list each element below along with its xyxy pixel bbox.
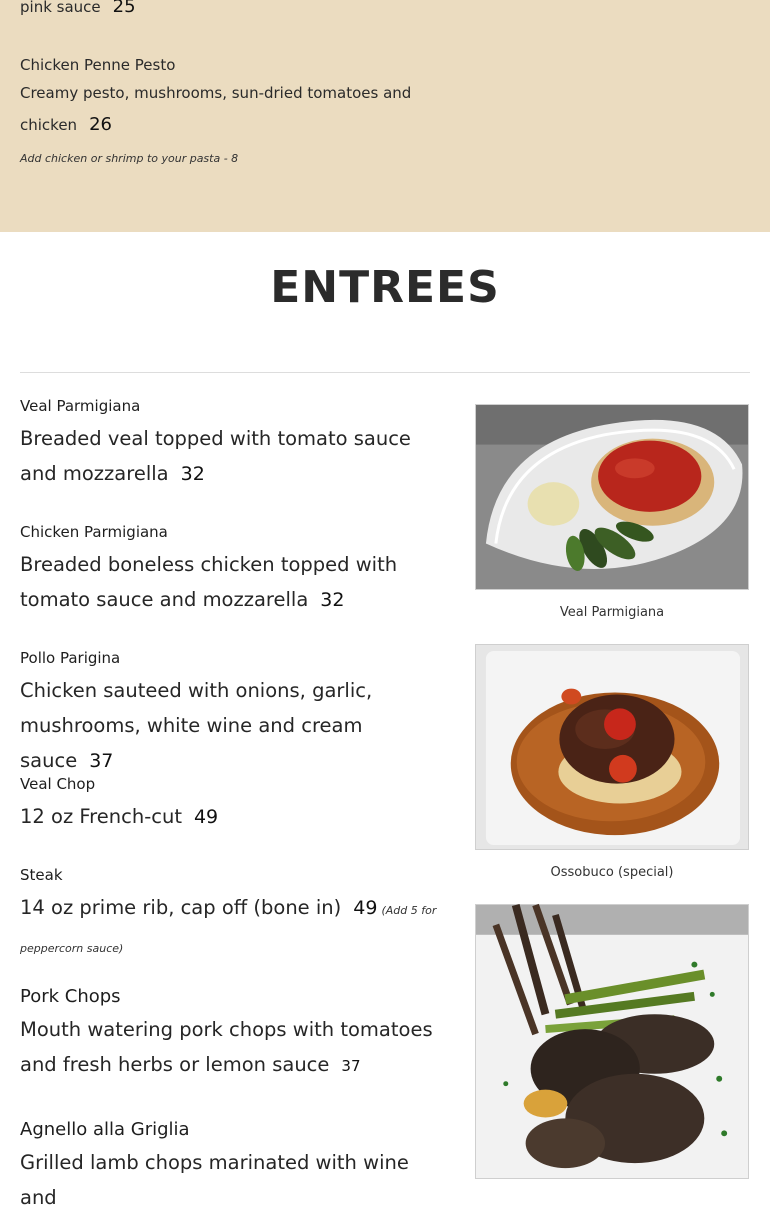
pasta-note: Add chicken or shrimp to your pasta - 8 bbox=[20, 152, 239, 165]
menu-item-desc-text: 12 oz French-cut bbox=[20, 805, 182, 828]
pasta-section bbox=[0, 0, 770, 232]
menu-item-desc-text: Breaded boneless chicken topped with tomato sauce and mozzarella bbox=[20, 553, 398, 611]
menu-item-desc-text: 14 oz prime rib, cap off (bone in) bbox=[20, 896, 342, 919]
menu-item bbox=[20, 774, 450, 835]
menu-item-name: Veal Chop bbox=[20, 775, 96, 793]
menu-item-desc bbox=[20, 547, 450, 618]
menu-item-desc bbox=[20, 1012, 450, 1084]
menu-item bbox=[20, 865, 450, 966]
menu-item bbox=[20, 396, 450, 492]
pasta-item-desc-cont bbox=[20, 114, 112, 135]
pasta-item-price: 26 bbox=[89, 114, 112, 135]
menu-item-name: Veal Parmigiana bbox=[20, 397, 141, 415]
menu-item-desc-text: Chicken sauteed with onions, garlic, mushrooms, white wine and cream sauce bbox=[20, 679, 373, 772]
pasta-item-price: 25 bbox=[112, 0, 136, 17]
menu-item-name: Steak bbox=[20, 866, 63, 884]
pasta-item-desc: pink sauce bbox=[20, 0, 101, 16]
menu-item-name: Chicken Parmigiana bbox=[20, 523, 168, 541]
menu-item-price: 32 bbox=[320, 589, 345, 611]
menu-item-desc bbox=[20, 799, 450, 835]
menu-item-desc-text: Mouth watering pork chops with tomatoes and fresh herbs or lemon sauce bbox=[20, 1018, 433, 1076]
pasta-item-desc: Creamy pesto, mushrooms, sun-dried tomatoes and bbox=[20, 84, 412, 102]
menu-item-name: Pollo Parigina bbox=[20, 649, 121, 667]
menu-item-addon: (Add 5 for peppercorn sauce) bbox=[20, 904, 437, 955]
ossobuco-photo bbox=[475, 644, 749, 850]
photo-caption: Ossobuco (special) bbox=[550, 865, 674, 880]
menu-item-price: 49 bbox=[353, 897, 378, 919]
photo-caption: Veal Parmigiana bbox=[559, 605, 665, 620]
menu-item-name: Pork Chops bbox=[20, 986, 121, 1007]
veal-parmigiana-photo bbox=[475, 404, 749, 590]
menu-item-desc bbox=[20, 673, 450, 779]
menu-item-desc bbox=[20, 421, 450, 492]
pasta-item-name: Chicken Penne Pesto bbox=[20, 56, 176, 74]
section-divider bbox=[20, 372, 750, 373]
pasta-item-desc: chicken bbox=[20, 116, 78, 134]
menu-item-name: Agnello alla Griglia bbox=[20, 1119, 190, 1140]
menu-item bbox=[20, 1120, 450, 1215]
menu-item-price: 37 bbox=[89, 750, 114, 772]
menu-item-desc-text: Grilled lamb chops marinated with wine and bbox=[20, 1151, 409, 1209]
menu-item-desc bbox=[20, 1145, 450, 1215]
menu-item-desc-text: Breaded veal topped with tomato sauce and mozzarella bbox=[20, 427, 411, 485]
section-title: ENTREES bbox=[270, 262, 500, 313]
menu-item-price: 32 bbox=[180, 463, 205, 485]
pasta-item-continued bbox=[20, 0, 136, 17]
menu-item bbox=[20, 648, 450, 779]
menu-item-desc bbox=[20, 890, 450, 966]
menu-item bbox=[20, 987, 450, 1084]
lamb-chops-photo bbox=[475, 904, 749, 1179]
menu-item-price: 49 bbox=[193, 806, 219, 828]
menu-item-price: 37 bbox=[341, 1057, 361, 1075]
menu-item bbox=[20, 522, 450, 618]
